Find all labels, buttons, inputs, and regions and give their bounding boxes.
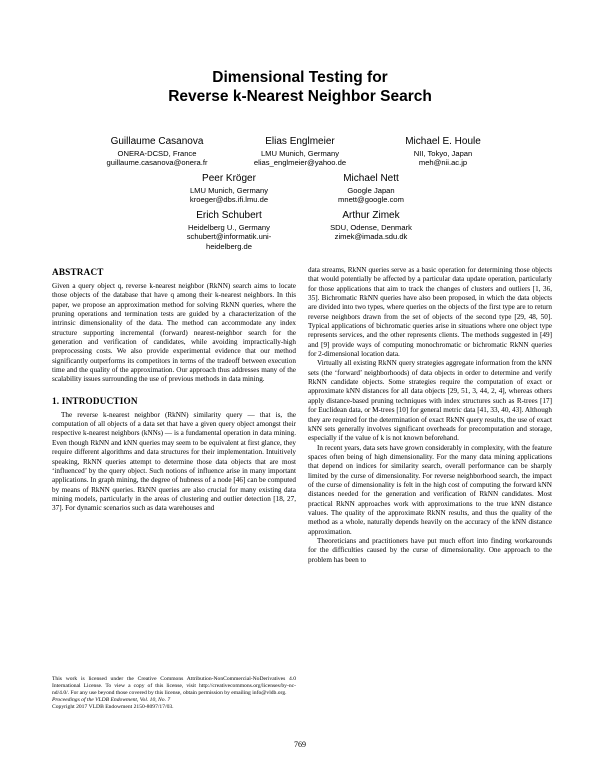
right-column <box>308 266 552 565</box>
author-name: Michael Nett <box>343 173 399 184</box>
body-paragraph: In recent years, data sets have grown considerably in complexity, with the feature spaces often being of high dimensionality. For the many data mining applications that depend on indices for similarity search, overall performance can be sharply limited by the curse of dimensionality. For reverse neighborhood search, the impact of the curse of dimensionality is felt in the high cost of computing the forward kNN distances needed for the generation and verification of RkNN candidates. Most practical RkNN approaches work with approximations to the true kNN distance values. The quality of the approximate RkNN results, and thus the quality of the method as a whole, naturally depends heavily on the accuracy of the kNN distance approximation. <box>308 443 552 536</box>
author-block <box>82 136 232 168</box>
author-block <box>154 210 304 251</box>
author-affiliation: LMU Munich, Germany <box>189 185 269 195</box>
intro-paragraph: The reverse k-nearest neighbor (RkNN) similarity query — that is, the computation of all objects of a data set that have a given query object amongst their respective k-nearest neighbors (kNNs) — is a fundamental operation in data mining. Even though RkNN and kNN queries may seem to be equivalent at first glance, they require different algorithms and data structures for their implementation. Intuitively speaking, RkNN queries attempt to determine those data objects that are most ‘influenced’ by the query object. Such notions of influence arise in many important applications. In graph mining, the degree of hubness of a node [46] can be computed by means of RkNN queries. RkNN queries are also crucial for many existing data mining models, particularly in the areas of clustering and outlier detection [18, 27, 37]. For dynamic scenarios such as data warehouses and <box>52 410 296 513</box>
author-block <box>154 173 304 205</box>
author-email: elias_englmeier@yahoo.de <box>253 158 347 168</box>
abstract-heading: ABSTRACT <box>52 267 104 277</box>
author-affiliation: NII, Tokyo, Japan <box>413 148 473 158</box>
author-name: Peer Kröger <box>202 173 256 184</box>
author-block <box>296 173 446 205</box>
author-affiliation: Google Japan <box>347 185 395 195</box>
license-text: This work is licensed under the Creative Commons Attribution-NonCommercial-NoDerivatives 4.0 International License. To view a copy of this license, visit http://creativecommons.org/licenses/by-nc-nd/4.0/. For any use beyond those covered by this license, obtain permission by emailing info@vldb.org. <box>52 676 296 697</box>
author-name: Erich Schubert <box>196 210 262 221</box>
body-paragraph: Theoreticians and practitioners have put much effort into finding workarounds for the difficulties caused by the curse of dimensionality. One approach to the problem has been to <box>308 536 552 564</box>
page-number: 769 <box>294 740 306 749</box>
author-email-cont: heidelberg.de <box>205 241 253 251</box>
author-affiliation: ONERA-DCSD, France <box>117 148 197 158</box>
author-name: Guillaume Casanova <box>110 136 204 147</box>
author-name: Arthur Zimek <box>342 210 400 221</box>
abstract-text: Given a query object q, reverse k-nearest neighbor (RkNN) search aims to locate those objects of the database that have q among their k-nearest neighbors. In this paper, we propose an approximation method for solving RkNN queries, where the pruning operations and termination tests are guided by a characterization of the intrinsic dimensionality of the data. The method can accommodate any index structure supporting incremental (forward) nearest-neighbor search for the generation and verification of candidates, while avoiding impractically-high preprocessing costs. We also provide experimental evidence that our method significantly outperforms its competitors in terms of the tradeoff between execution time and the quality of the approximation. Our approach thus addresses many of the scalability issues surrounding the use of previous methods in data mining. <box>52 282 296 384</box>
title-line-2: Reverse k-Nearest Neighbor Search <box>168 88 432 105</box>
title-line-1: Dimensional Testing for <box>212 69 388 86</box>
author-email: zimek@imada.sdu.dk <box>334 232 408 242</box>
author-email: meh@nii.ac.jp <box>418 158 468 168</box>
paper-title <box>0 68 600 106</box>
copyright-notice <box>52 676 296 711</box>
author-affiliation: SDU, Odense, Denmark <box>330 222 412 232</box>
body-paragraph: Virtually all existing RkNN query strategies aggregate information from the kNN sets (the ‘forward’ neighborhoods) of data objects in order to determine and verify RkNN candidate objects. Some strategies require the computation of exact or approximate kNN distances for all data objects [29, 51, 3, 44, 2, 4], whereas others apply distance-based pruning techniques with index structures such as R-trees [17] for Euclidean data, or M-trees [10] for general metric data [41, 33, 40, 43]. Although they are required for the determination of exact RkNN query results, the use of exact kNN sets generally involves significant overheads for precomputation and storage, especially if the value of k is not known beforehand. <box>308 359 552 443</box>
author-email: guillaume.casanova@onera.fr <box>106 158 208 168</box>
author-affiliation: LMU Munich, Germany <box>260 148 340 158</box>
copyright-line: Copyright 2017 VLDB Endowment 2150-8097/17/03. <box>52 704 174 711</box>
author-block <box>225 136 375 168</box>
author-affiliation: Heidelberg U., Germany <box>188 222 270 232</box>
author-name: Elias Englmeier <box>265 136 335 147</box>
author-email: mnett@google.com <box>338 195 404 205</box>
author-email: kroeger@dbs.ifi.lmu.de <box>189 195 269 205</box>
author-block <box>296 210 446 242</box>
proceedings-citation: Proceedings of the VLDB Endowment, Vol. 10, No. 7 <box>52 697 171 704</box>
author-email: schubert@informatik.uni- <box>186 232 272 242</box>
intro-heading: 1. INTRODUCTION <box>52 395 138 406</box>
author-name: Michael E. Houle <box>405 136 481 147</box>
body-paragraph: data streams, RkNN queries serve as a basic operation for determining those objects that would potentially be affected by a particular data update operation, particularly for those applications that aim to track the changes of clusters and outliers [1, 36, 35]. Bichromatic RkNN queries have also been proposed, in which the data objects are divided into two types, where queries on the objects of the first type are to return reverse neighbors drawn from the set of objects of the second type [29, 48, 50]. Typical applications of bichromatic queries arise in situations where one object type represents services, and the other represents clients. The methods suggested in [49] and [9] provide ways of computing monochromatic or bichromatic RkNN queries for 2-dimensional location data. <box>308 266 552 359</box>
author-block <box>368 136 518 168</box>
left-column <box>52 266 296 514</box>
